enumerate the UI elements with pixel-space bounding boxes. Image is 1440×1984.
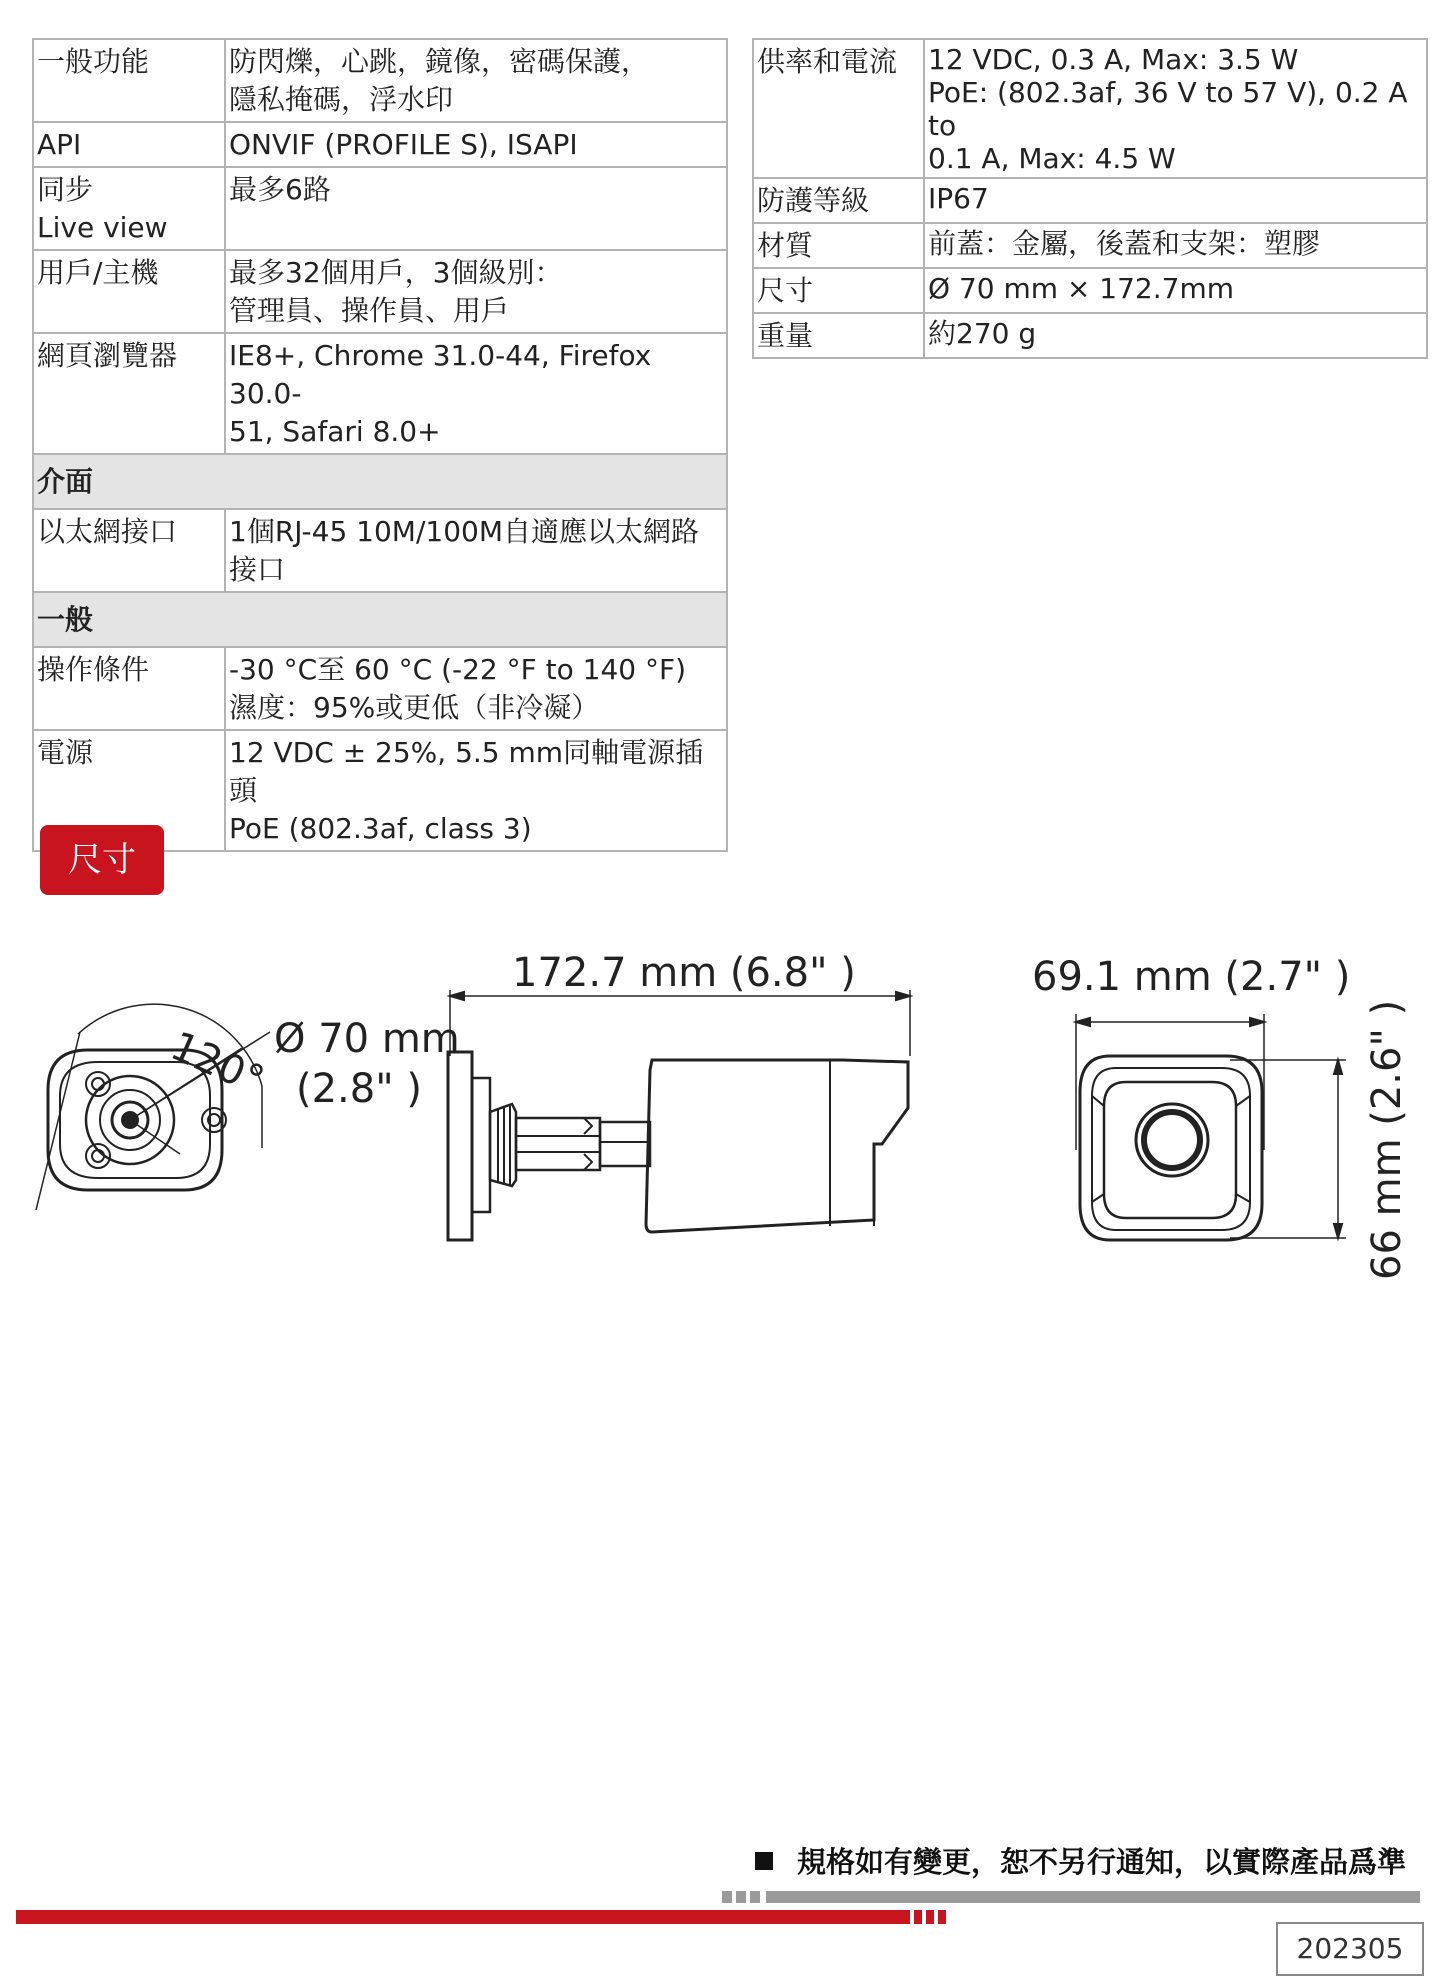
bullet-square-icon <box>755 1852 773 1870</box>
spec-value: 防閃爍，心跳，鏡像，密碼保護， 隱私掩碼，浮水印 <box>225 39 727 122</box>
spec-row <box>753 313 1427 358</box>
footer-note-text: 規格如有變更，恕不另行通知，以實際產品爲準 <box>796 1845 1406 1879</box>
spec-row <box>33 509 727 592</box>
spec-row <box>33 333 727 454</box>
section-title: 介面 <box>33 454 727 509</box>
base-diameter-label: Ø 70 mm <box>274 1016 460 1062</box>
angle-label: 120° <box>163 1023 271 1105</box>
spec-key: 材質 <box>753 223 924 268</box>
spec-key: 網頁瀏覽器 <box>33 333 225 454</box>
dimensions-heading: 尺寸 <box>40 825 164 895</box>
footer-gray-dash <box>750 1891 760 1903</box>
spec-row <box>753 39 1427 178</box>
footer-red-dash <box>938 1910 946 1924</box>
spec-value: 前蓋：金屬，後蓋和支架：塑膠 <box>924 223 1427 268</box>
dimension-drawing <box>0 940 1440 1300</box>
spec-value: 最多32個用戶，3個級別： 管理員、操作員、用戶 <box>225 250 727 333</box>
footer-red-bar <box>16 1910 910 1924</box>
footer-gray-dash <box>736 1891 746 1903</box>
spec-value: 約270 g <box>924 313 1427 358</box>
front-view <box>36 1004 270 1210</box>
width-label: 69.1 mm (2.7" ) <box>1032 954 1351 1000</box>
spec-value: 最多6路 <box>225 167 727 250</box>
spec-key: API <box>33 122 225 167</box>
spec-key: 電源 <box>33 730 225 851</box>
spec-value: ONVIF (PROFILE S), ISAPI <box>225 122 727 167</box>
spec-key: 供率和電流 <box>753 39 924 178</box>
length-label: 172.7 mm (6.8" ) <box>512 950 856 996</box>
section-title: 一般 <box>33 592 727 647</box>
footer-red-dash <box>926 1910 934 1924</box>
spec-key: 尺寸 <box>753 268 924 313</box>
spec-row <box>33 250 727 333</box>
footer-gray-bar <box>766 1891 1420 1903</box>
rear-view <box>1076 1014 1346 1240</box>
footer-red-dash <box>914 1910 922 1924</box>
spec-value: Ø 70 mm × 172.7mm <box>924 268 1427 313</box>
spec-key: 重量 <box>753 313 924 358</box>
section-header-row <box>33 454 727 509</box>
spec-value: 12 VDC ± 25%, 5.5 mm同軸電源插頭 PoE (802.3af, class 3) <box>225 730 727 851</box>
spec-key: 以太網接口 <box>33 509 225 592</box>
spec-table-left <box>32 38 728 852</box>
spec-row <box>33 39 727 122</box>
footer-gray-dash <box>722 1891 732 1903</box>
section-header-row <box>33 592 727 647</box>
spec-table-right <box>752 38 1428 359</box>
spec-row <box>753 268 1427 313</box>
spec-key: 用戶/主機 <box>33 250 225 333</box>
base-diameter-inch-label: (2.8" ) <box>296 1066 422 1112</box>
side-view <box>448 990 910 1240</box>
spec-row <box>753 223 1427 268</box>
date-code: 202305 <box>1276 1922 1424 1976</box>
spec-value: IP67 <box>924 178 1427 223</box>
spec-key: 操作條件 <box>33 647 225 730</box>
spec-key: 防護等級 <box>753 178 924 223</box>
spec-value: 1個RJ-45 10M/100M自適應以太網路 接口 <box>225 509 727 592</box>
spec-row <box>33 647 727 730</box>
spec-value: -30 °C至 60 °C (-22 °F to 140 °F) 濕度：95%或更低（非冷凝） <box>225 647 727 730</box>
spec-value: IE8+, Chrome 31.0-44, Firefox 30.0- 51, Safari 8.0+ <box>225 333 727 454</box>
height-label: 66 mm (2.6" ) <box>1364 999 1410 1280</box>
spec-key: 一般功能 <box>33 39 225 122</box>
spec-row <box>753 178 1427 223</box>
spec-row <box>33 122 727 167</box>
spec-value: 12 VDC, 0.3 A, Max: 3.5 W PoE: (802.3af, 36 V to 57 V), 0.2 A to 0.1 A, Max: 4.5 W <box>924 39 1427 178</box>
spec-key: 同步 Live view <box>33 167 225 250</box>
spec-row <box>33 167 727 250</box>
footer-note <box>755 1840 1406 1881</box>
